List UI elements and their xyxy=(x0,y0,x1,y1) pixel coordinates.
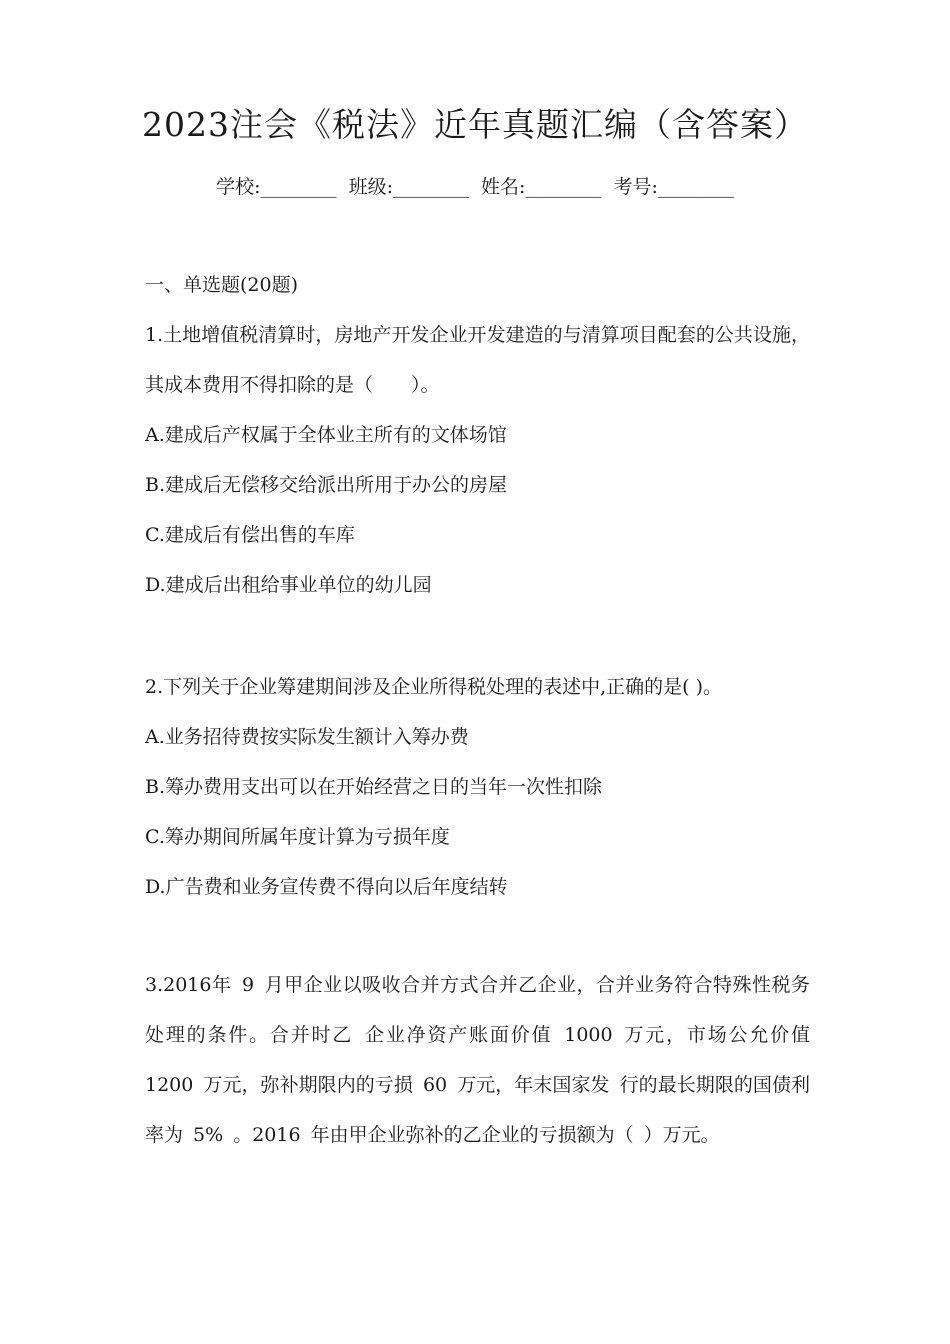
question-stem: 3.2016年 9 月甲企业以吸收合并方式合并乙企业，合并业务符合特殊性税务处理的条件。合并时乙 企业净资产账面价值 1000 万元，市场公允价值 1200 万元，弥补期限内的亏损 60 万元，年末国家发 行的最长期限的国债利率为 5% 。2016 年由甲企业弥补的乙企业的亏损额为（ ）万元。 xyxy=(145,974,810,1146)
document-title: 2023注会《税法》近年真题汇编（含答案） xyxy=(142,105,808,144)
option-d: D.广告费和业务宣传费不得向以后年度结转 xyxy=(145,876,508,898)
question-2 xyxy=(145,662,810,912)
question-content xyxy=(145,270,810,1160)
school-field: 学校:________ xyxy=(216,176,337,198)
option-b: B.筹办费用支出可以在开始经营之日的当年一次性扣除 xyxy=(145,776,603,798)
question-stem: 2.下列关于企业筹建期间涉及企业所得税处理的表述中,正确的是( )。 xyxy=(145,676,723,698)
option-b: B.建成后无偿移交给派出所用于办公的房屋 xyxy=(145,474,508,496)
question-stem: 1.土地增值税清算时，房地产开发企业开发建造的与清算项目配套的公共设施，其成本费用不得扣除的是（ ）。 xyxy=(145,324,810,396)
option-a: A.建成后产权属于全体业主所有的文体场馆 xyxy=(145,424,507,446)
option-d: D.建成后出租给事业单位的幼儿园 xyxy=(145,574,432,596)
student-info-line xyxy=(0,172,950,202)
option-a: A.业务招待费按实际发生额计入筹办费 xyxy=(145,726,469,748)
option-c: C.建成后有偿出售的车库 xyxy=(145,524,355,546)
question-1 xyxy=(145,310,810,610)
exam-number-field: 考号:________ xyxy=(613,176,734,198)
section-title: 一、单选题(20题) xyxy=(145,274,299,296)
question-3 xyxy=(145,960,810,1160)
class-field: 班级:________ xyxy=(348,176,469,198)
option-c: C.筹办期间所属年度计算为亏损年度 xyxy=(145,826,450,848)
name-field: 姓名:________ xyxy=(481,176,602,198)
